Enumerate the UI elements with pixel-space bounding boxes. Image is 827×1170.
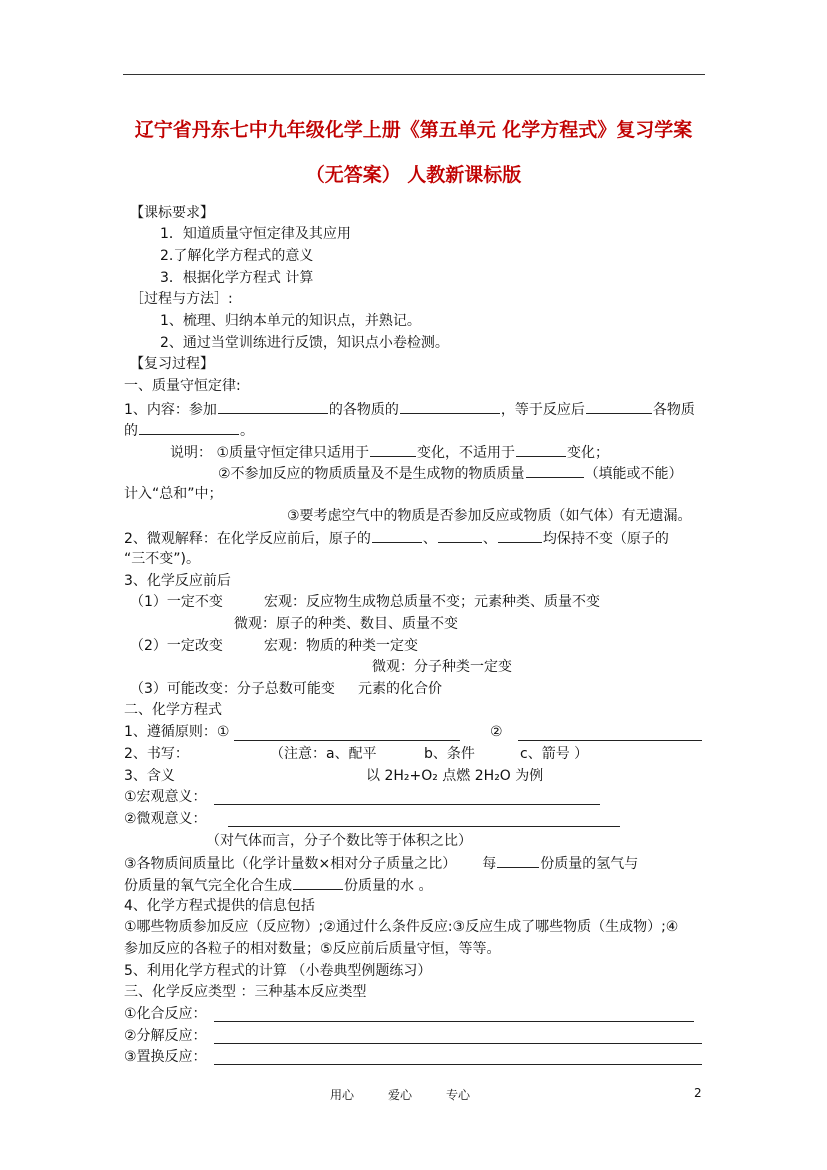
note-3: ③要考虑空气中的物质是否参加反应或物质（如气体）有无遗漏。 [287, 508, 692, 524]
section-heading-requirements: 【课标要求】 [130, 205, 214, 221]
law-content-line-2: 的 。 [124, 420, 254, 440]
process-2: 2、通过当堂训练进行反馈，知识点小卷检测。 [160, 335, 449, 351]
footer-motto-1: 用心 [330, 1088, 355, 1102]
writing-label: 2、书写： [124, 746, 189, 762]
may-change-valence: 元素的化合价 [358, 681, 442, 697]
macro-meaning-label: ①宏观意义： [124, 789, 207, 805]
fill-line [214, 1064, 702, 1065]
fill-blank [400, 399, 500, 414]
decomposition-reaction-label: ②分解反应： [124, 1028, 207, 1044]
requirement-2: 2.了解化学方程式的意义 [160, 248, 314, 264]
note-2: ②不参加反应的物质质量及不是生成物的物质质量 （填能或不能） [218, 463, 683, 483]
part-3-heading: 三、化学反应类型 ：三种基本反应类型 [124, 984, 367, 1000]
micro-explanation-cont: “三不变”)。 [124, 551, 200, 567]
info-line-1: ①哪些物质参加反应（反应物）;②通过什么条件反应:③反应生成了哪些物质（生成物）;④ [124, 919, 679, 935]
fill-blank [139, 420, 239, 435]
fill-blank [293, 875, 343, 890]
fill-blank [516, 442, 566, 457]
fill-blank [218, 399, 328, 414]
unchanged-label: （1）一定不变 [130, 594, 223, 610]
writing-note-c: c、箭号 ） [520, 746, 589, 762]
requirement-1: 1．知道质量守恒定律及其应用 [160, 226, 351, 242]
note-1: 说明： ①质量守恒定律只适用于 变化，不适用于 变化； [170, 442, 609, 462]
writing-note-a: （注意：a、配平 [270, 746, 377, 762]
footer-motto-2: 爱心 [388, 1088, 413, 1102]
fill-blank [498, 528, 542, 543]
calculation-line: 5、利用化学方程式的计算 （小卷典型例题练习） [124, 963, 432, 979]
mass-ratio-line-2: 份质量的氧气完全化合生成 份质量的水 。 [124, 875, 432, 895]
part-2-heading: 二、化学方程式 [124, 702, 222, 718]
fill-line [228, 826, 620, 827]
micro-meaning-label: ②微观意义： [124, 811, 207, 827]
changed-micro: 微观：分子种类一定变 [372, 659, 512, 675]
fill-blank [586, 399, 652, 414]
document-title-line-2: （无答案） 人教新课标版 [305, 164, 522, 186]
info-line-2: 参加反应的各粒子的相对数量；⑤反应前后质量守恒，等等。 [124, 941, 501, 957]
requirement-3: 3．根据化学方程式 计算 [160, 270, 314, 286]
fill-blank [526, 463, 584, 478]
note-2-cont: 计入“总和”中； [124, 486, 223, 502]
fill-blank [497, 853, 539, 868]
fill-blank [370, 442, 416, 457]
header-rule [123, 74, 705, 75]
principles-label: 1、遵循原则：① [124, 724, 230, 740]
section-heading-review: 【复习过程】 [130, 356, 214, 372]
process-1: 1、梳理、归纳本单元的知识点，并熟记。 [160, 313, 421, 329]
fill-line [214, 804, 600, 805]
mass-ratio-line: ③各物质间质量比（化学计量数×相对分子质量之比） 每 份质量的氢气与 [124, 853, 638, 873]
unchanged-macro: 宏观：反应物生成物总质量不变；元素种类、质量不变 [264, 594, 600, 610]
fill-line [214, 1043, 702, 1044]
unchanged-micro: 微观：原子的种类、数目、质量不变 [234, 616, 458, 632]
page-number: 2 [694, 1086, 702, 1100]
fill-line [214, 1021, 694, 1022]
section-heading-process: ［过程与方法］: [130, 291, 233, 307]
info-heading: 4、化学方程式提供的信息包括 [124, 898, 315, 914]
changed-macro: 宏观：物质的种类一定变 [264, 638, 418, 654]
displacement-reaction-label: ③置换反应： [124, 1049, 207, 1065]
combination-reaction-label: ①化合反应： [124, 1006, 207, 1022]
before-after-heading: 3、化学反应前后 [124, 573, 231, 589]
may-change: （3）可能改变：分子总数可能变 [130, 681, 335, 697]
part-1-heading: 一、质量守恒定律: [124, 378, 241, 394]
micro-explanation: 2、微观解释：在化学反应前后，原子的 、 、 均保持不变（原子的 [124, 528, 669, 548]
footer-motto-3: 专心 [446, 1088, 471, 1102]
fill-blank [438, 528, 482, 543]
fill-line [518, 740, 702, 741]
meaning-example-equation: 以 2H₂+O₂ 点燃 2H₂O 为例 [366, 768, 544, 784]
meaning-label: 3、含义 [124, 768, 175, 784]
fill-line [234, 740, 460, 741]
changed-label: （2）一定改变 [130, 638, 223, 654]
writing-note-b: b、条件 [424, 746, 475, 762]
document-title-line-1: 辽宁省丹东七中九年级化学上册《第五单元 化学方程式》复习学案 [134, 119, 693, 141]
principle-2-label: ② [490, 724, 503, 740]
gas-note: （对气体而言，分子个数比等于体积之比） [206, 833, 472, 849]
law-content-line: 1、内容：参加 的各物质的 ，等于反应后 各物质 [124, 399, 695, 419]
fill-blank [372, 528, 422, 543]
